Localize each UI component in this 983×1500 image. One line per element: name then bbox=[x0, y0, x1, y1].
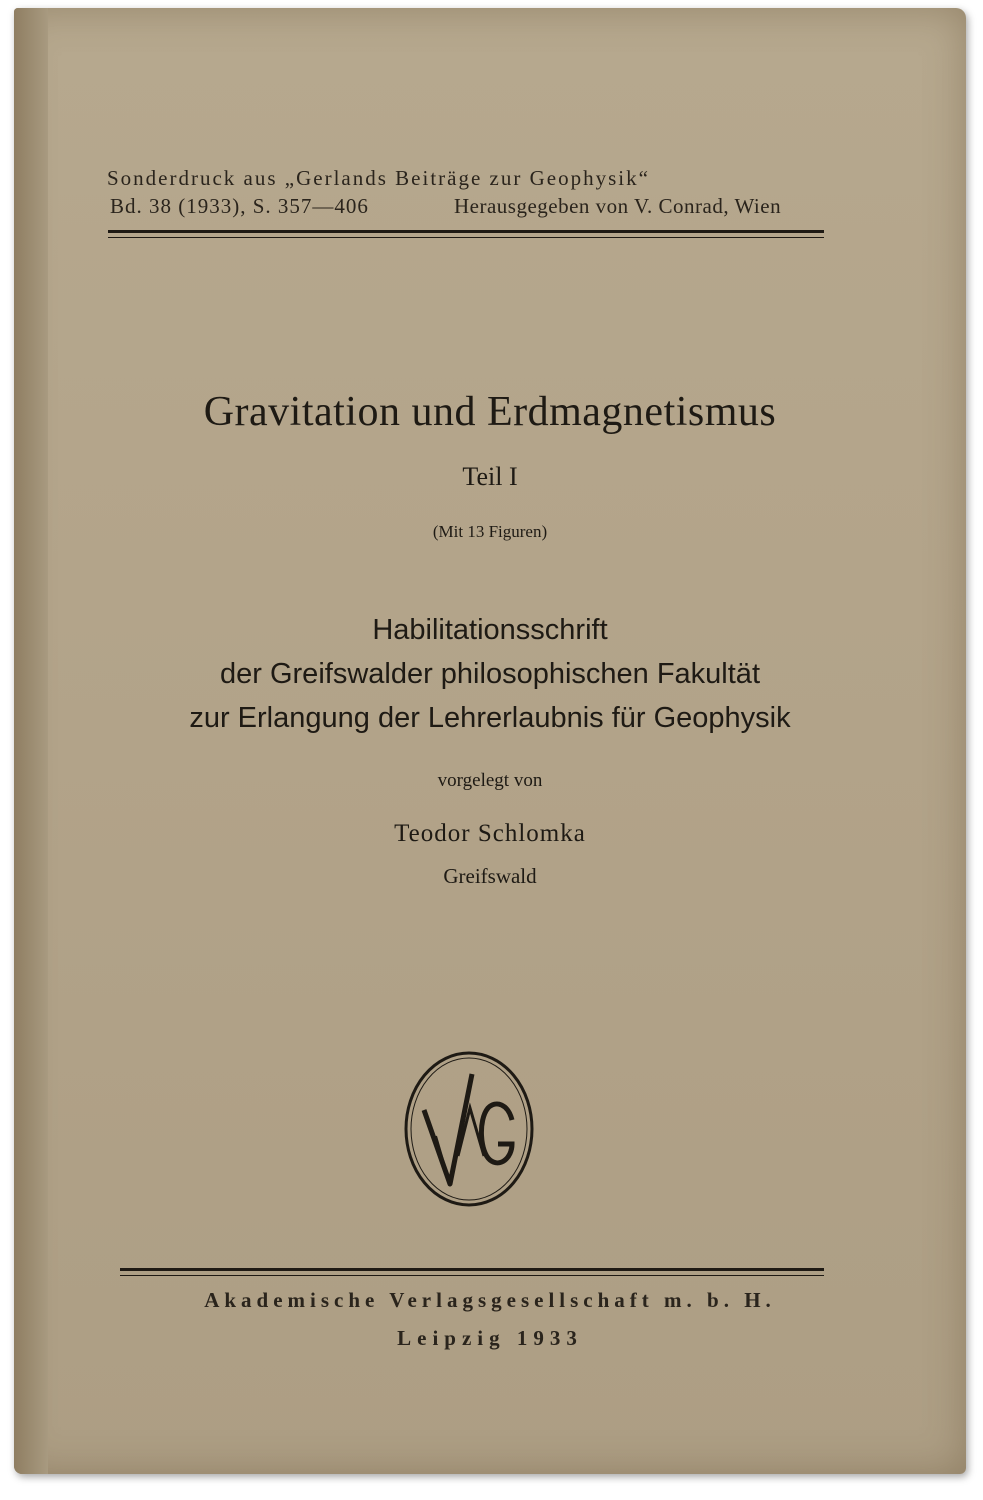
header-rule-thin bbox=[108, 237, 824, 238]
header-line-1: Sonderdruck aus „Gerlands Beiträge zur Geophysik“ bbox=[107, 166, 650, 190]
book-cover bbox=[14, 8, 966, 1474]
figures-note: (Mit 13 Figuren) bbox=[432, 522, 548, 541]
book-title: Gravitation und Erdmagnetismus bbox=[203, 389, 777, 435]
header-rule-thick bbox=[108, 230, 824, 233]
author-city: Greifswald bbox=[443, 864, 537, 888]
footer-rule-thin bbox=[120, 1275, 824, 1276]
presented-by: vorgelegt von bbox=[437, 770, 543, 791]
habilitation-line-3: zur Erlangung der Lehrerlaubnis für Geophysik bbox=[189, 702, 791, 734]
header-editor: Herausgegeben von V. Conrad, Wien bbox=[454, 194, 782, 218]
publisher-monogram-icon bbox=[402, 1048, 536, 1210]
publisher-place-year: Leipzig 1933 bbox=[397, 1326, 583, 1350]
header-volume: Bd. 38 (1933), S. 357—406 bbox=[110, 194, 369, 218]
author-name: Teodor Schlomka bbox=[394, 820, 586, 847]
footer-rule-thick bbox=[120, 1268, 824, 1271]
habilitation-line-1: Habilitationsschrift bbox=[372, 614, 608, 646]
habilitation-line-2: der Greifswalder philosophischen Fakultät bbox=[220, 658, 760, 690]
publisher-name: Akademische Verlagsgesellschaft m. b. H. bbox=[204, 1288, 776, 1312]
part-label: Teil I bbox=[462, 462, 518, 491]
book-spine bbox=[14, 8, 48, 1474]
